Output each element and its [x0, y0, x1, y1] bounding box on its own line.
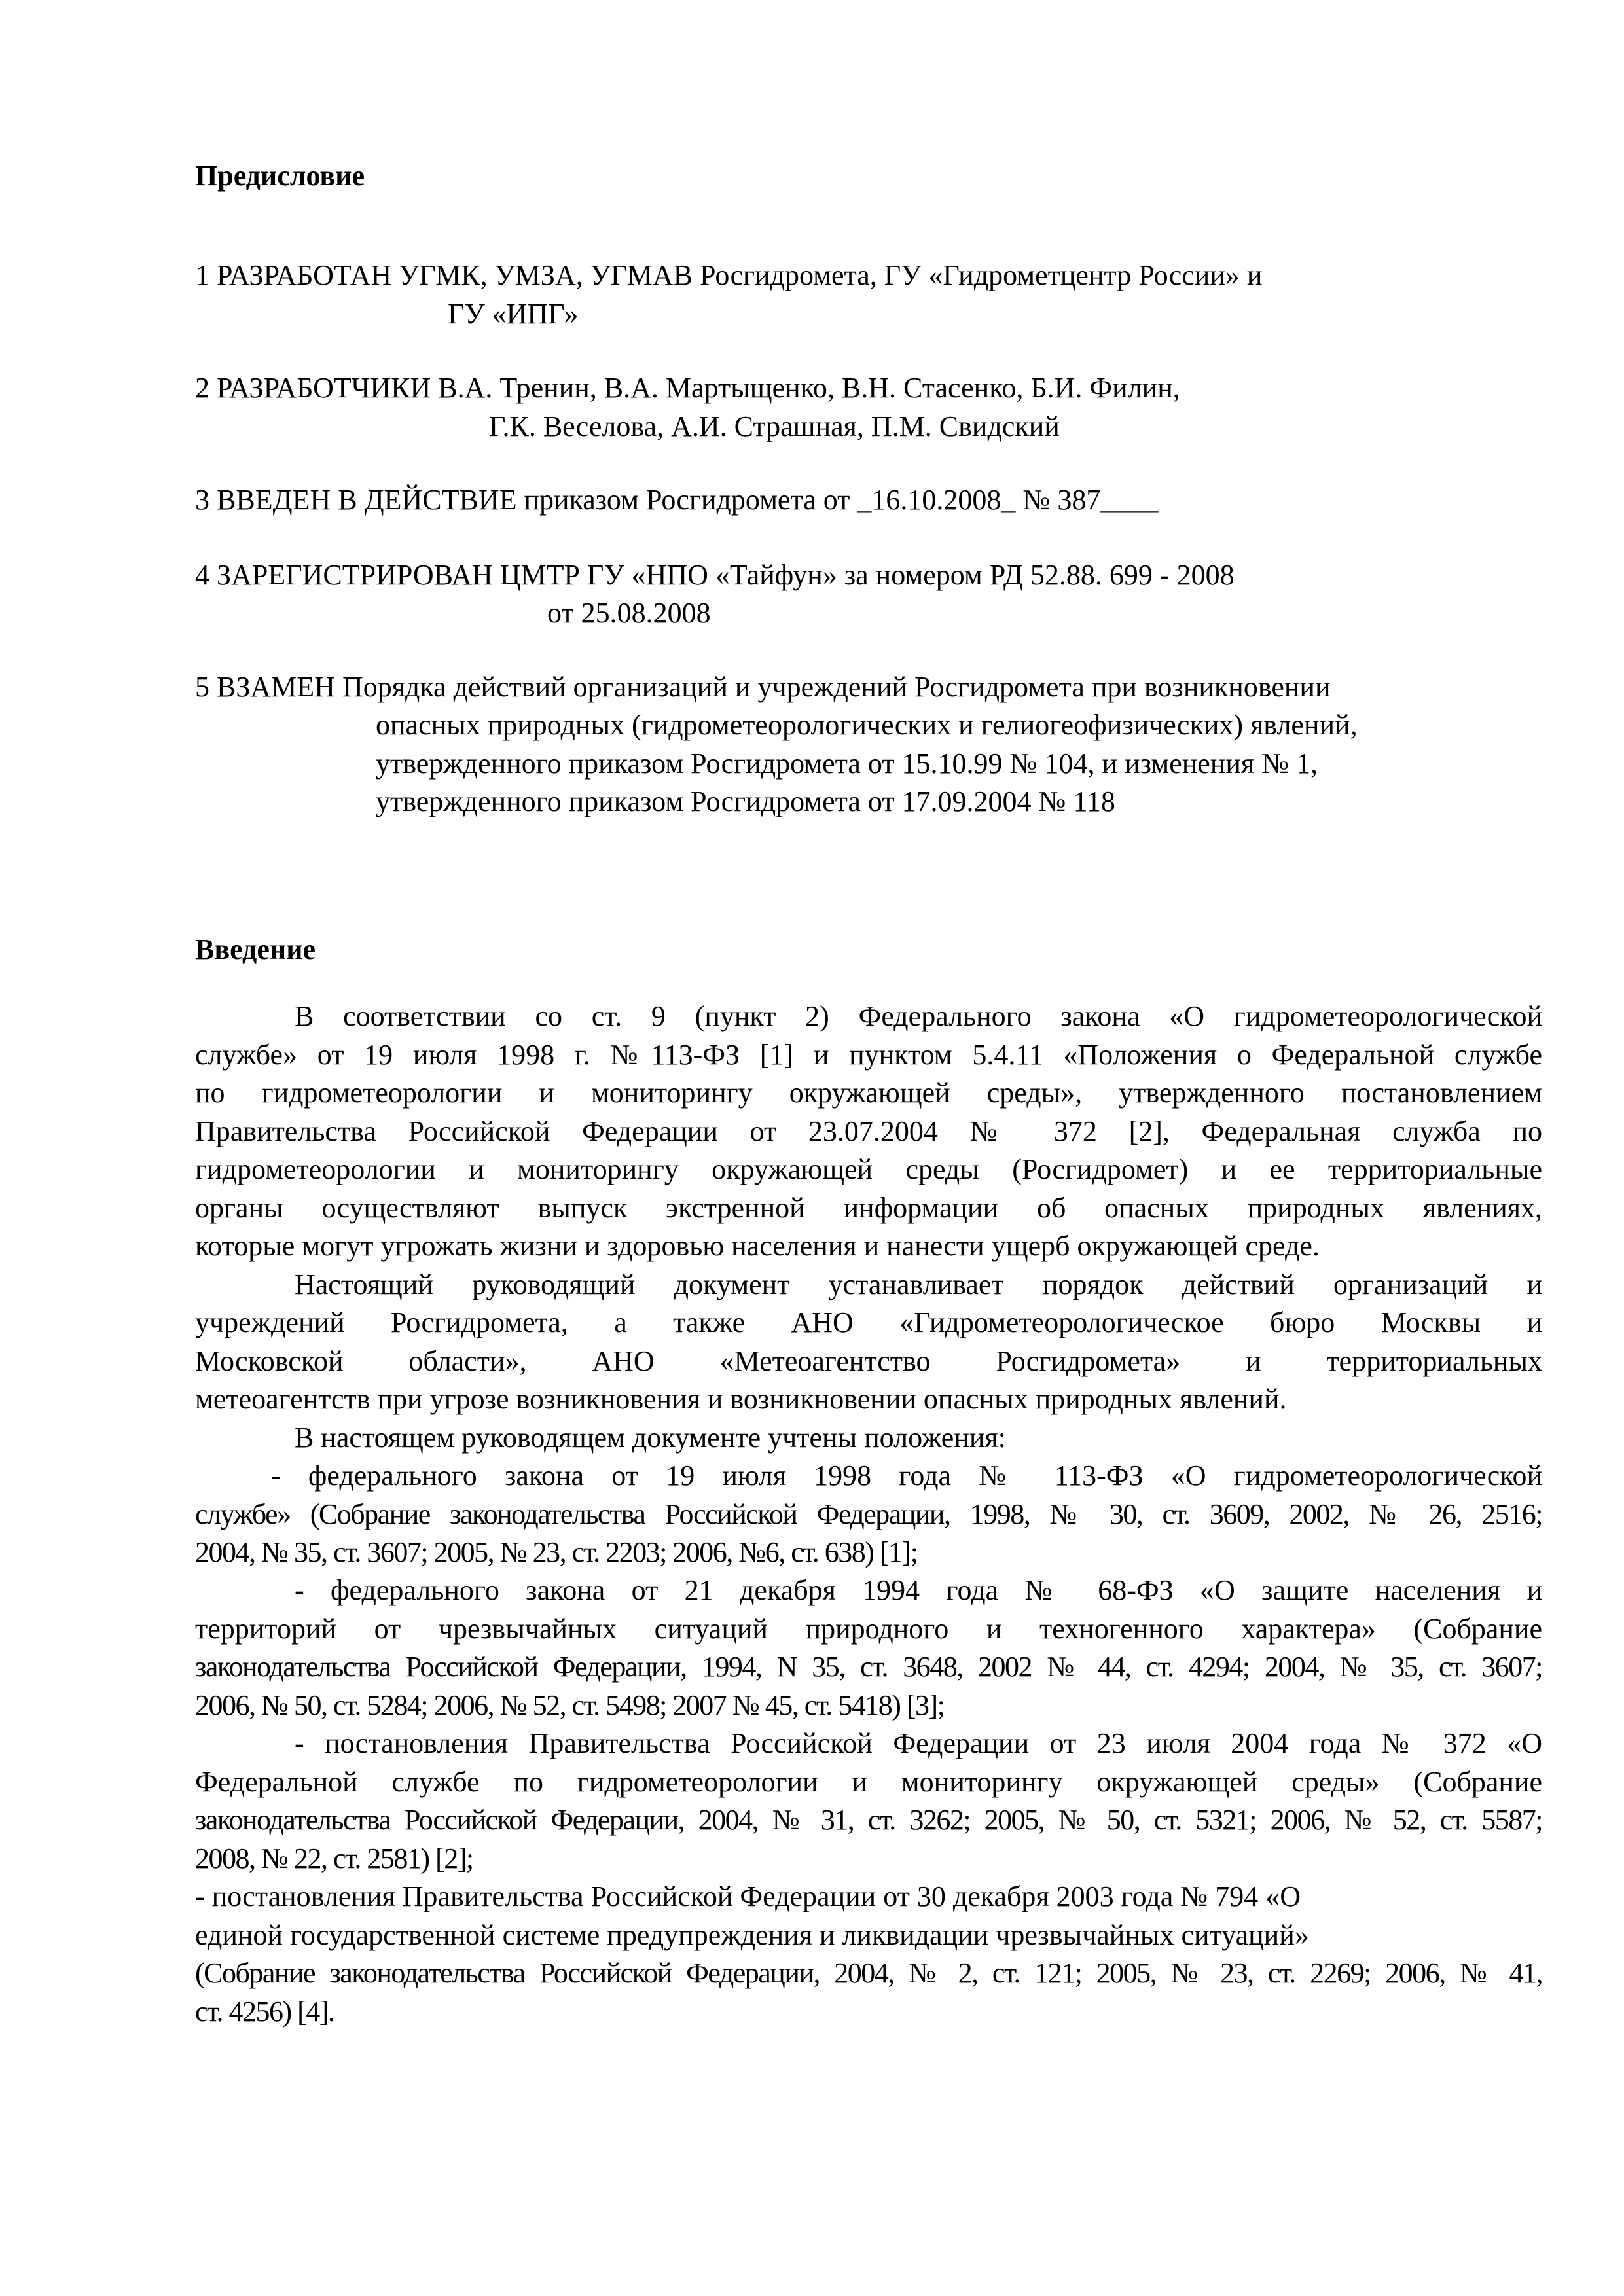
intro-list-line: - федерального закона от 21 декабря 1994 года № 68-ФЗ «О защите населения и — [295, 1574, 1542, 1606]
preface-item-4-line-2: от 25.08.2008 — [547, 597, 711, 629]
intro-line: метеоагентств при угрозе возникновения и возникновении опасных природных явлений. — [195, 1383, 1287, 1415]
preface-item-2-line-2: Г.К. Веселова, А.И. Страшная, П.М. Свидский — [489, 410, 1060, 442]
preface-item-4-line-1: 4 ЗАРЕГИСТРИРОВАН ЦМТР ГУ «НПО «Тайфун» за номером РД 52.88. 699 - 2008 — [195, 559, 1235, 591]
intro-list-line: законодательства Российской Федерации, 1994, N 35, ст. 3648, 2002 № 44, ст. 4294; 2004, № 35, ст. 3607; — [195, 1651, 1542, 1683]
preface-item-2-line-1: 2 РАЗРАБОТЧИКИ В.А. Тренин, В.А. Мартыщенко, В.Н. Стасенко, Б.И. Филин, — [195, 372, 1180, 404]
intro-list-line: (Собрание законодательства Российской Федерации, 2004, № 2, ст. 121; 2005, № 23, ст. 2269; 2006, № 41, — [195, 1957, 1542, 1989]
preface-item-5-line-2: опасных природных (гидрометеорологических и гелиогеофизических) явлений, — [376, 709, 1358, 741]
preface-item-3: 3 ВВЕДЕН В ДЕЙСТВИЕ приказом Росгидромета от _16.10.2008_ № 387____ — [195, 484, 1159, 516]
intro-line: по гидрометеорологии и мониторингу окружающей среды», утвержденного постановлением — [195, 1077, 1542, 1109]
intro-line: В настоящем руководящем документе учтены положения: — [295, 1422, 1006, 1454]
intro-list-line: Федеральной службе по гидрометеорологии и мониторингу окружающей среды» (Собрание — [195, 1766, 1542, 1798]
intro-line: Московской области», АНО «Метеоагентство Росгидромета» и территориальных — [195, 1345, 1542, 1377]
intro-list-line: территорий от чрезвычайных ситуаций природного и техногенного характера» (Собрание — [195, 1613, 1542, 1645]
intro-list-line: - постановления Правительства Российской Федерации от 30 декабря 2003 года № 794 «О — [195, 1880, 1301, 1912]
intro-line: В соответствии со ст. 9 (пункт 2) Федерального закона «О гидрометеорологической — [295, 1000, 1542, 1032]
intro-list-line: законодательства Российской Федерации, 2004, № 31, ст. 3262; 2005, № 50, ст. 5321; 2006, № 52, ст. 5587; — [195, 1804, 1542, 1836]
preface-item-5-line-3: утвержденного приказом Росгидромета от 15.10.99 № 104, и изменения № 1, — [376, 747, 1318, 780]
intro-line: которые могут угрожать жизни и здоровью населения и нанести ущерб окружающей среде. — [195, 1230, 1320, 1262]
intro-line: службе» от 19 июля 1998 г. №113-ФЗ [1] и пунктом 5.4.11 «Положения о Федеральной службе — [195, 1039, 1542, 1071]
intro-line: Настоящий руководящий документ устанавливает порядок действий организаций и — [295, 1268, 1542, 1300]
intro-list-line: 2004, № 35, ст. 3607; 2005, № 23, ст. 2203; 2006, №6, ст. 638) [1]; — [195, 1536, 918, 1568]
intro-list-line: службе» (Собрание законодательства Российской Федерации, 1998, № 30, ст. 3609, 2002, № 26, 2516; — [195, 1498, 1542, 1530]
intro-line: учреждений Росгидромета, а также АНО «Гидрометеорологическое бюро Москвы и — [195, 1306, 1542, 1338]
preface-item-1-line-2: ГУ «ИПГ» — [448, 298, 579, 330]
intro-list-line: 2006, № 50, ст. 5284; 2006, № 52, ст. 5498; 2007 № 45, ст. 5418) [3]; — [195, 1689, 945, 1721]
intro-list-line: единой государственной системе предупреждения и ликвидации чрезвычайных ситуаций» — [195, 1919, 1309, 1951]
intro-line: органы осуществляют выпуск экстренной информации об опасных природных явлениях, — [195, 1192, 1542, 1224]
preface-item-5-line-1: 5 ВЗАМЕН Порядка действий организаций и учреждений Росгидромета при возникновении — [195, 671, 1331, 703]
intro-heading: Введение — [195, 933, 316, 965]
preface-item-5-line-4: утвержденного приказом Росгидромета от 17.09.2004 № 118 — [376, 785, 1115, 817]
intro-list-line: - федерального закона от 19 июля 1998 года № 113-ФЗ «О гидрометеорологической — [271, 1460, 1542, 1492]
intro-line: гидрометеорологии и мониторингу окружающей среды (Росгидромет) и ее территориальные — [195, 1153, 1542, 1185]
intro-line: Правительства Российской Федерации от 23.07.2004 № 372 [2], Федеральная служба по — [195, 1115, 1542, 1147]
intro-list-line: 2008, № 22, ст. 2581) [2]; — [195, 1842, 473, 1874]
preface-item-1-line-1: 1 РАЗРАБОТАН УГМК, УМЗА, УГМАВ Росгидромета, ГУ «Гидрометцентр России» и — [195, 259, 1263, 291]
intro-list-line: ст. 4256) [4]. — [195, 1996, 334, 2028]
intro-list-line: - постановления Правительства Российской Федерации от 23 июля 2004 года № 372 «О — [295, 1727, 1542, 1759]
preface-heading: Предисловие — [195, 160, 365, 192]
